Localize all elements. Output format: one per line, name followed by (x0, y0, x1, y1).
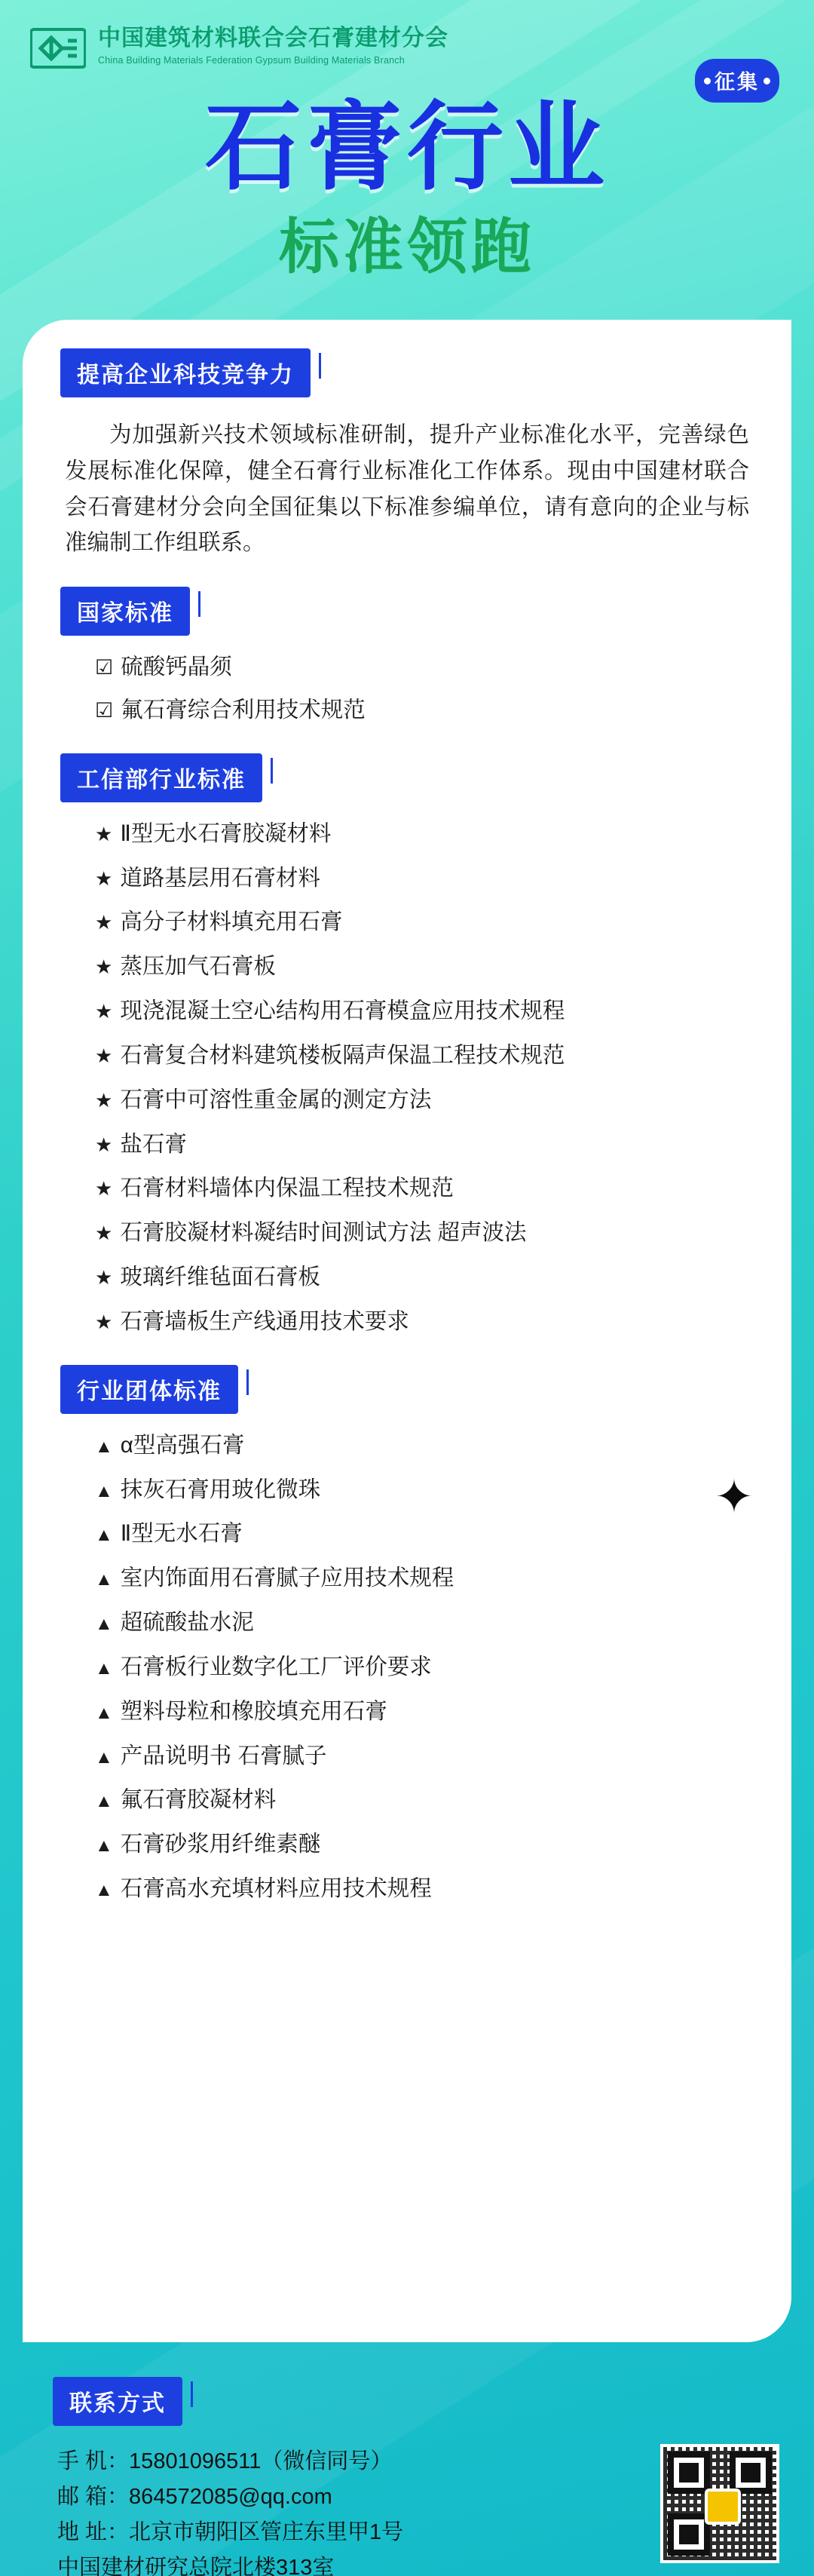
list-item (95, 1517, 761, 1551)
checkbox-icon: ☑ (95, 698, 114, 722)
triangle-icon: ▲ (95, 1702, 113, 1723)
section-heading-miit: 工信部行业标准 (60, 753, 262, 802)
section-heading-association-wrap (23, 1365, 791, 1414)
triangle-icon: ▲ (95, 1791, 113, 1812)
list-item (95, 862, 761, 896)
triangle-icon: ▲ (95, 1480, 113, 1501)
triangle-icon: ▲ (95, 1525, 113, 1546)
star-icon: ★ (95, 1310, 113, 1333)
list-item-label: 硫酸钙晶须 (121, 655, 232, 680)
star-icon: ★ (95, 1177, 113, 1201)
triangle-icon: ▲ (95, 1436, 113, 1457)
qr-eye (668, 2513, 710, 2556)
qr-center-logo (705, 2489, 741, 2525)
miit-standards-list (23, 817, 791, 1339)
contact-email: 邮 箱：864572085@qq.com (57, 2484, 332, 2509)
cbmf-logo-icon (30, 27, 86, 69)
list-item-label: Ⅱ型无水石膏 (120, 1521, 243, 1547)
list-item-label: 盐石膏 (120, 1131, 187, 1157)
org-name-en: China Building Materials Federation Gypsum Building Materials Branch (98, 54, 405, 66)
list-item (95, 1651, 761, 1685)
list-item (95, 995, 761, 1029)
list-item-label: 石膏胶凝材料凝结时间测试方法 超声波法 (120, 1220, 527, 1246)
checkbox-icon: ☑ (95, 656, 114, 679)
list-item (95, 1039, 761, 1073)
list-item (95, 1474, 761, 1507)
list-item-label: 蒸压加气石膏板 (120, 954, 276, 980)
list-item (95, 1429, 761, 1463)
list-item (95, 1872, 761, 1906)
contact-address-line1: 地 址：北京市朝阳区管庄东里甲1号 (57, 2519, 404, 2544)
list-item-label: 道路基层用石膏材料 (120, 865, 320, 891)
list-item (95, 817, 761, 851)
list-item (95, 906, 761, 940)
contact-body (0, 2426, 814, 2576)
triangle-icon: ▲ (95, 1746, 113, 1768)
header (0, 0, 814, 94)
star-icon: ★ (95, 1266, 113, 1290)
star-icon: ★ (95, 1000, 113, 1023)
list-item-label: 石膏中可溶性重金属的测定方法 (120, 1087, 432, 1112)
list-item-label: 石膏砂浆用纤维素醚 (120, 1832, 321, 1857)
content-card (23, 320, 791, 2342)
section-heading-association: 行业团体标准 (60, 1365, 238, 1414)
triangle-icon: ▲ (95, 1835, 113, 1857)
section-heading-national-wrap (23, 587, 791, 636)
star-icon: ★ (95, 1222, 113, 1245)
contact-heading-wrap (0, 2377, 814, 2426)
contact-heading: 联系方式 (53, 2377, 182, 2426)
section-heading-national: 国家标准 (60, 587, 190, 636)
triangle-icon: ▲ (95, 1614, 113, 1635)
list-item (95, 1128, 761, 1162)
list-item (95, 1261, 761, 1295)
triangle-icon: ▲ (95, 1569, 113, 1590)
star-icon: ★ (95, 866, 113, 890)
list-item (95, 651, 761, 685)
list-item (95, 1216, 761, 1250)
page-subtitle: 标准领跑 (279, 212, 535, 282)
list-item-label: 氟石膏综合利用技术规范 (121, 697, 366, 722)
qr-code-icon[interactable] (660, 2444, 779, 2563)
list-item-label: 石膏墙板生产线通用技术要求 (120, 1308, 409, 1334)
list-item-label: 塑料母粒和橡胶填充用石膏 (120, 1698, 387, 1724)
section-heading-miit-wrap (23, 753, 791, 802)
star-icon: ★ (95, 1133, 113, 1156)
list-item-label: 玻璃纤维毡面石膏板 (120, 1265, 320, 1290)
list-item (95, 1606, 761, 1640)
section-heading-competitiveness-wrap (23, 348, 791, 397)
list-item-label: 氟石膏胶凝材料 (120, 1787, 277, 1813)
triangle-icon: ▲ (95, 1880, 113, 1900)
intro-paragraph: 为加强新兴技术领域标准研制，提升产业标准化水平，完善绿色发展标准化保障，健全石膏行业标准化工作体系。现由中国建材联合会石膏建材分会向全国征集以下标准参编单位，请有意向的企业与标准编制工作组联系。 (65, 422, 749, 556)
qr-eye (668, 2452, 710, 2494)
list-item-label: 石膏材料墙体内保温工程技术规范 (120, 1176, 454, 1201)
list-item-label: 抹灰石膏用玻化微珠 (120, 1477, 321, 1502)
qr-eye (730, 2452, 772, 2494)
list-item-label: 室内饰面用石膏腻子应用技术规程 (120, 1566, 454, 1591)
list-item-label: 产品说明书 石膏腻子 (120, 1743, 327, 1768)
star-icon: ★ (95, 1044, 113, 1067)
association-standards-list (23, 1429, 791, 1906)
section-heading-competitiveness: 提高企业科技竞争力 (60, 348, 311, 397)
list-item (95, 1828, 761, 1862)
list-item-label: Ⅱ型无水石膏胶凝材料 (120, 820, 332, 846)
page-title: 石膏行业 (204, 91, 609, 204)
list-item (95, 694, 761, 728)
title-block (0, 91, 814, 282)
star-icon: ★ (95, 911, 113, 934)
star-icon: ★ (95, 1088, 113, 1112)
list-item (95, 950, 761, 984)
list-item (95, 1695, 761, 1729)
contact-phone: 手 机：15801096511（微信同号） (57, 2449, 393, 2473)
contact-lines (57, 2444, 648, 2576)
national-standards-list (23, 651, 791, 728)
collect-badge: 征集 (695, 59, 779, 103)
list-item-label: 现浇混凝土空心结构用石膏模盒应用技术规程 (120, 998, 565, 1024)
header-text-block (98, 26, 448, 66)
list-item (95, 1783, 761, 1817)
list-item (95, 1740, 761, 1774)
star-icon: ★ (95, 955, 113, 979)
list-item (95, 1172, 761, 1206)
sparkle-icon: ✦ (715, 1471, 754, 1523)
list-item-label: 石膏复合材料建筑楼板隔声保温工程技术规范 (120, 1042, 565, 1068)
list-item-label: 石膏板行业数字化工厂评价要求 (120, 1654, 432, 1679)
list-item (95, 1562, 761, 1596)
org-name-cn: 中国建筑材料联合会石膏建材分会 (98, 26, 448, 51)
list-item-label: 高分子材料填充用石膏 (120, 909, 343, 935)
contact-address-line2: 中国建材研究总院北楼313室 (57, 2555, 335, 2576)
contact-section (0, 2377, 814, 2576)
list-item-label: 超硫酸盐水泥 (120, 1610, 254, 1636)
list-item (95, 1305, 761, 1339)
list-item-label: α型高强石膏 (120, 1432, 245, 1458)
list-item-label: 石膏高水充填材料应用技术规程 (120, 1876, 432, 1901)
triangle-icon: ▲ (95, 1658, 113, 1679)
star-icon: ★ (95, 822, 113, 845)
list-item (95, 1084, 761, 1118)
